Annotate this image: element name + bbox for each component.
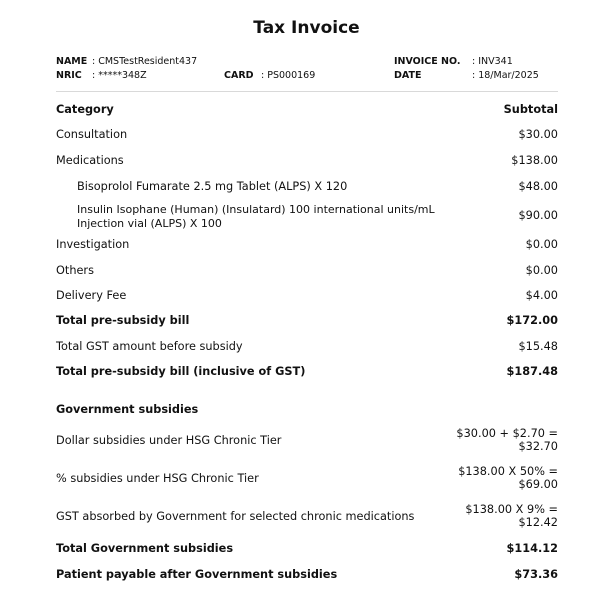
row-label: Medications xyxy=(56,154,124,167)
invoice-no-value: : INV341 xyxy=(472,56,513,67)
row-label: Investigation xyxy=(56,238,130,251)
row-value: $73.36 xyxy=(514,568,558,581)
medication-item-label: Bisoprolol Fumarate 2.5 mg Tablet (ALPS) X 120 xyxy=(77,180,348,193)
row-value xyxy=(456,428,558,453)
medication-item-value: $48.00 xyxy=(518,180,558,193)
row-label: Patient payable after Government subsidies xyxy=(56,568,338,581)
category-column-header: Category xyxy=(56,103,114,116)
row-label: Delivery Fee xyxy=(56,289,127,302)
subsidy-calculation: $138.00 X 50% = xyxy=(458,465,558,478)
subsidy-calculation: $30.00 + $2.70 = xyxy=(456,427,558,440)
subsidy-calculation: $138.00 X 9% = xyxy=(465,503,558,516)
nric-label: NRIC xyxy=(56,70,82,81)
subtotal-column-header: Subtotal xyxy=(503,103,558,116)
medication-item-label: Insulin Isophane (Human) (Insulatard) 100 international units/mL Injection vial (ALPS) X 100 xyxy=(77,203,435,230)
row-label: Consultation xyxy=(56,128,128,141)
row-value: $0.00 xyxy=(525,264,558,277)
row-value xyxy=(458,466,558,491)
card-value: : PS000169 xyxy=(261,70,316,81)
row-label: Total pre-subsidy bill (inclusive of GST) xyxy=(56,365,306,378)
row-label: Dollar subsidies under HSG Chronic Tier xyxy=(56,434,282,447)
date-label: DATE xyxy=(394,70,422,81)
name-label: NAME xyxy=(56,56,88,67)
row-label: Others xyxy=(56,264,94,277)
subsidy-amount: $69.00 xyxy=(518,477,558,491)
row-value: $0.00 xyxy=(525,238,558,251)
date-value: : 18/Mar/2025 xyxy=(472,70,539,81)
row-label: Total pre-subsidy bill xyxy=(56,314,190,327)
nric-value: : *****348Z xyxy=(92,70,147,81)
invoice-title: Tax Invoice xyxy=(253,18,360,38)
section-heading: Government subsidies xyxy=(56,403,199,416)
medication-item-value: $90.00 xyxy=(518,209,558,222)
row-label: Total GST amount before subsidy xyxy=(56,340,243,353)
row-value: $138.00 xyxy=(511,154,558,167)
name-value: : CMSTestResident437 xyxy=(92,56,198,67)
row-label: Total Government subsidies xyxy=(56,542,234,555)
row-value: $4.00 xyxy=(525,289,558,302)
row-value: $15.48 xyxy=(518,340,558,353)
row-value: $187.48 xyxy=(506,365,558,378)
card-label: CARD xyxy=(224,70,254,81)
subsidy-amount: $12.42 xyxy=(518,515,558,529)
row-value: $30.00 xyxy=(518,128,558,141)
header-divider xyxy=(56,91,558,92)
row-label: GST absorbed by Government for selected chronic medications xyxy=(56,510,415,523)
row-value xyxy=(465,504,558,529)
subsidy-amount: $32.70 xyxy=(518,439,558,453)
row-value: $172.00 xyxy=(506,314,558,327)
row-label: % subsidies under HSG Chronic Tier xyxy=(56,472,259,485)
invoice-no-label: INVOICE NO. xyxy=(394,56,461,67)
row-value: $114.12 xyxy=(506,542,558,555)
